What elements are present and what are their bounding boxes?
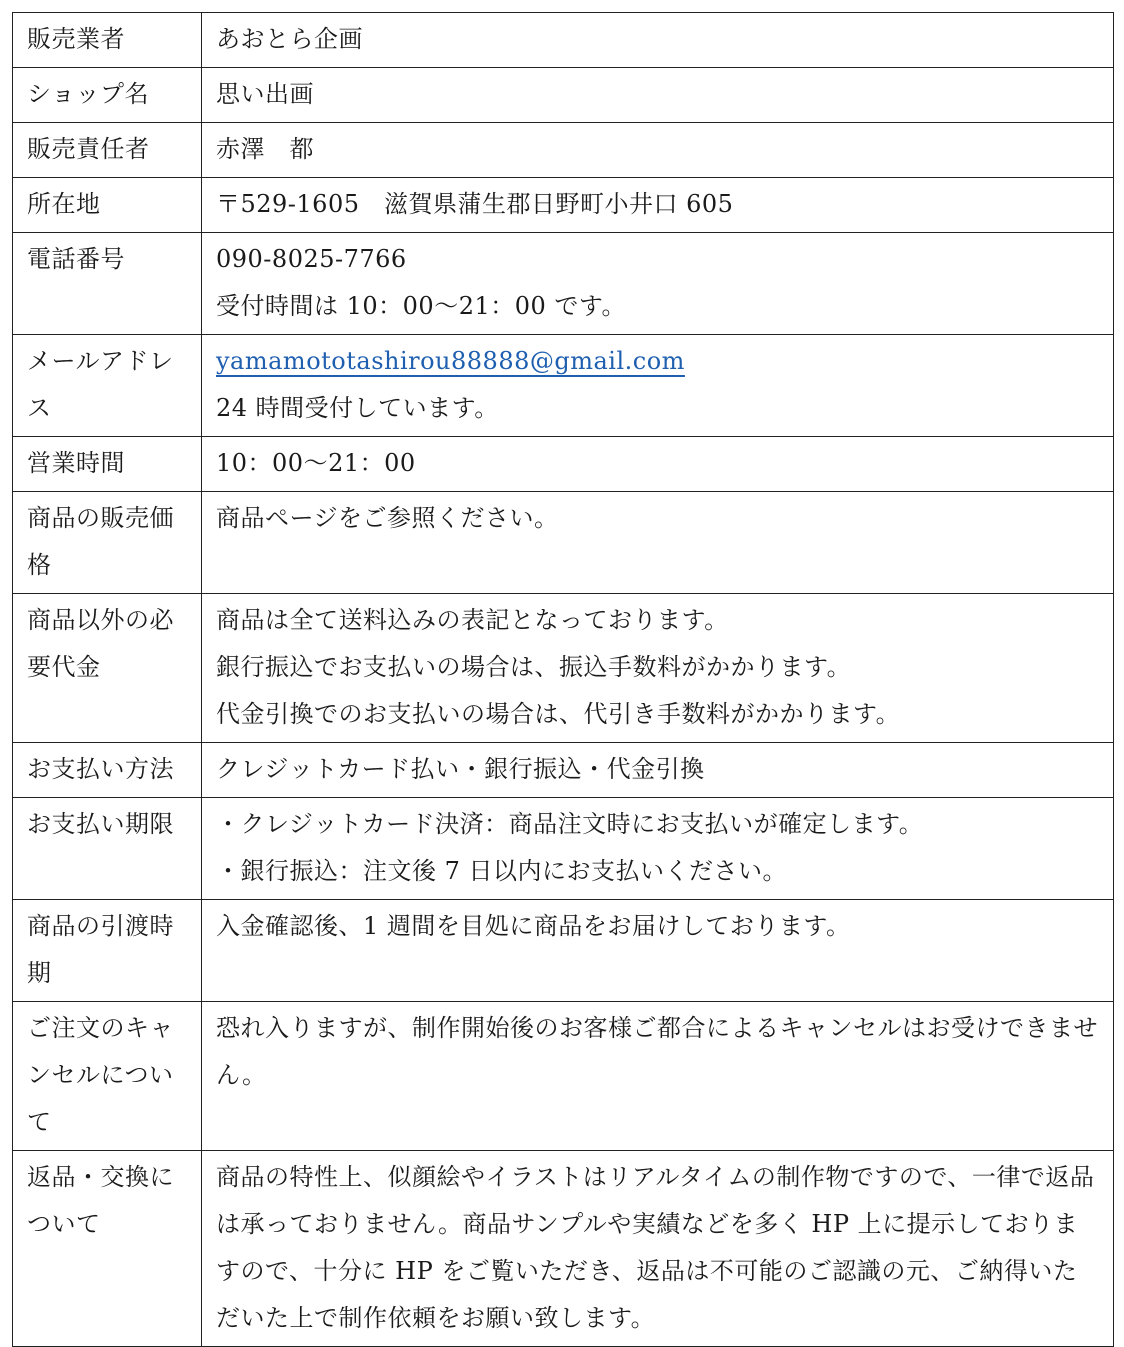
row-value-phone <box>202 233 1114 335</box>
email-link[interactable]: yamamototashirou88888@gmail.com <box>216 347 685 375</box>
table-row <box>13 13 1114 68</box>
row-label-returns: 返品・交換について <box>13 1151 202 1347</box>
row-value-additional-fees: 商品は全て送料込みの表記となっております。 銀行振込でお支払いの場合は、振込手数料がかかります。 代金引換でのお支払いの場合は、代引き手数料がかかります。 <box>202 594 1114 743</box>
table-row <box>13 123 1114 178</box>
table-row <box>13 798 1114 900</box>
table-row <box>13 233 1114 335</box>
row-label-address: 所在地 <box>13 178 202 233</box>
table-row <box>13 335 1114 437</box>
table-row <box>13 178 1114 233</box>
table-row <box>13 68 1114 123</box>
row-label-seller: 販売業者 <box>13 13 202 68</box>
row-value-manager: 赤澤 都 <box>202 123 1114 178</box>
table-row <box>13 437 1114 492</box>
seller-info-table <box>12 12 1114 1347</box>
row-value-address: 〒529-1605 滋賀県蒲生郡日野町小井口 605 <box>202 178 1114 233</box>
table-row <box>13 743 1114 798</box>
table-row <box>13 900 1114 1002</box>
row-label-manager: 販売責任者 <box>13 123 202 178</box>
row-label-phone: 電話番号 <box>13 233 202 335</box>
phone-hours: 受付時間は 10：00～21：00 です。 <box>216 292 626 320</box>
row-label-cancellation: ご注文のキャンセルについて <box>13 1002 202 1151</box>
row-value-delivery-time: 入金確認後、1 週間を目処に商品をお届けしております。 <box>202 900 1114 1002</box>
table-row <box>13 1151 1114 1347</box>
row-value-cancellation: 恐れ入りますが、制作開始後のお客様ご都合によるキャンセルはお受けできません。 <box>202 1002 1114 1151</box>
row-label-email: メールアドレス <box>13 335 202 437</box>
row-label-payment-deadline: お支払い期限 <box>13 798 202 900</box>
row-label-delivery-time: 商品の引渡時期 <box>13 900 202 1002</box>
row-label-business-hours: 営業時間 <box>13 437 202 492</box>
row-label-additional-fees: 商品以外の必要代金 <box>13 594 202 743</box>
table-row <box>13 594 1114 743</box>
table-row <box>13 492 1114 594</box>
email-note: 24 時間受付しています。 <box>216 394 499 422</box>
row-label-price: 商品の販売価格 <box>13 492 202 594</box>
row-value-price: 商品ページをご参照ください。 <box>202 492 1114 594</box>
phone-number: 090-8025-7766 <box>216 245 407 273</box>
row-value-payment-deadline: ・クレジットカード決済：商品注文時にお支払いが確定します。 ・銀行振込：注文後 7 日以内にお支払いください。 <box>202 798 1114 900</box>
row-value-seller: あおとら企画 <box>202 13 1114 68</box>
row-value-business-hours: 10：00～21：00 <box>202 437 1114 492</box>
row-value-email <box>202 335 1114 437</box>
row-label-payment-method: お支払い方法 <box>13 743 202 798</box>
row-value-returns: 商品の特性上、似顔絵やイラストはリアルタイムの制作物ですので、一律で返品は承っておりません。商品サンプルや実績などを多く HP 上に提示しておりますので、十分に HP をご覧いただき、返品は不可能のご認識の元、ご納得いただいた上で制作依頼をお願い致します。 <box>202 1151 1114 1347</box>
row-label-shop-name: ショップ名 <box>13 68 202 123</box>
table-row <box>13 1002 1114 1151</box>
row-value-shop-name: 思い出画 <box>202 68 1114 123</box>
row-value-payment-method: クレジットカード払い・銀行振込・代金引換 <box>202 743 1114 798</box>
